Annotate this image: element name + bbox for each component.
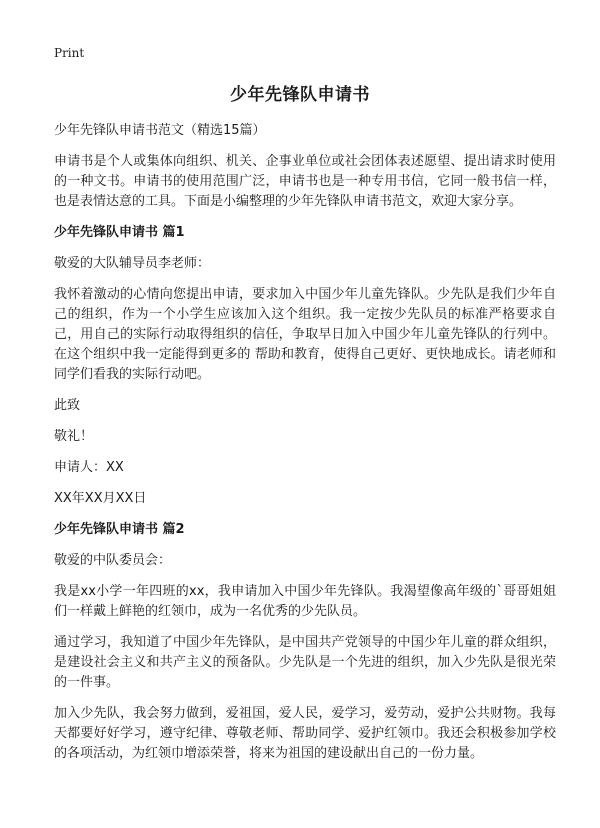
applicant-line: 申请人：XX: [54, 460, 124, 475]
section-heading-1: 少年先锋队申请书 篇1: [54, 225, 185, 240]
body-paragraph-2c: 加入少先队，我会努力做到，爱祖国，爱人民，爱学习，爱劳动，爱护公共财物。我每天都要好好学习，遵守纪律、尊敬老师、帮助同学、爱护红领巾。我还会积极参加学校的各项活动，为红领巾增添荣誉，将来为祖国的建设献出自己的一份力量。: [54, 706, 556, 761]
closing-line-2: 敬礼！: [54, 429, 94, 444]
document-body: [54, 121, 556, 775]
subtitle: 少年先锋队申请书范文（精选15篇）: [54, 123, 266, 138]
date-line: XX年XX月XX日: [54, 491, 147, 506]
print-link[interactable]: Print: [54, 46, 85, 60]
closing-line-1: 此致: [54, 398, 81, 413]
body-paragraph-1: 我怀着激动的心情向您提出申请，要求加入中国少年儿童先锋队。少先队是我们少年自己的组织，作为一个小学生应该加入这个组织。我一定按少先队员的标准严格要求自己，用自己的实际行动取得组织的信任，争取早日加入中国少年儿童先锋队的行列中。在这个组织中我一定能得到更多的 帮助和教育，使得自己更好、更快地成长。请老师和同学们看我的实际行动吧。: [54, 287, 556, 382]
body-paragraph-2b: 通过学习，我知道了中国少年先锋队，是中国共产党领导的中国少年儿童的群众组织，是建设社会主义和共产主义的预备队。少先队是一个先进的组织，加入少先队是很光荣的一件事。: [54, 635, 556, 690]
greeting-2: 敬爱的中队委员会：: [54, 553, 172, 568]
section-heading-2: 少年先锋队申请书 篇2: [54, 522, 185, 537]
page-title: 少年先锋队申请书: [230, 85, 370, 105]
greeting-1: 敬爱的大队辅导员李老师：: [54, 256, 211, 271]
body-paragraph-2a: 我是xx小学一年四班的xx，我申请加入中国少年先锋队。我渴望像高年级的`哥哥姐姐们一样戴上鲜艳的红领巾，成为一名优秀的少先队员。: [54, 584, 556, 619]
intro-paragraph: 申请书是个人或集体向组织、机关、企事业单位或社会团体表述愿望、提出请求时使用的一种文书。申请书的使用范围广泛，申请书也是一种专用书信，它同一般书信一样，也是表情达意的工具。下面是小编整理的少年先锋队申请书范文，欢迎大家分享。: [54, 154, 556, 209]
